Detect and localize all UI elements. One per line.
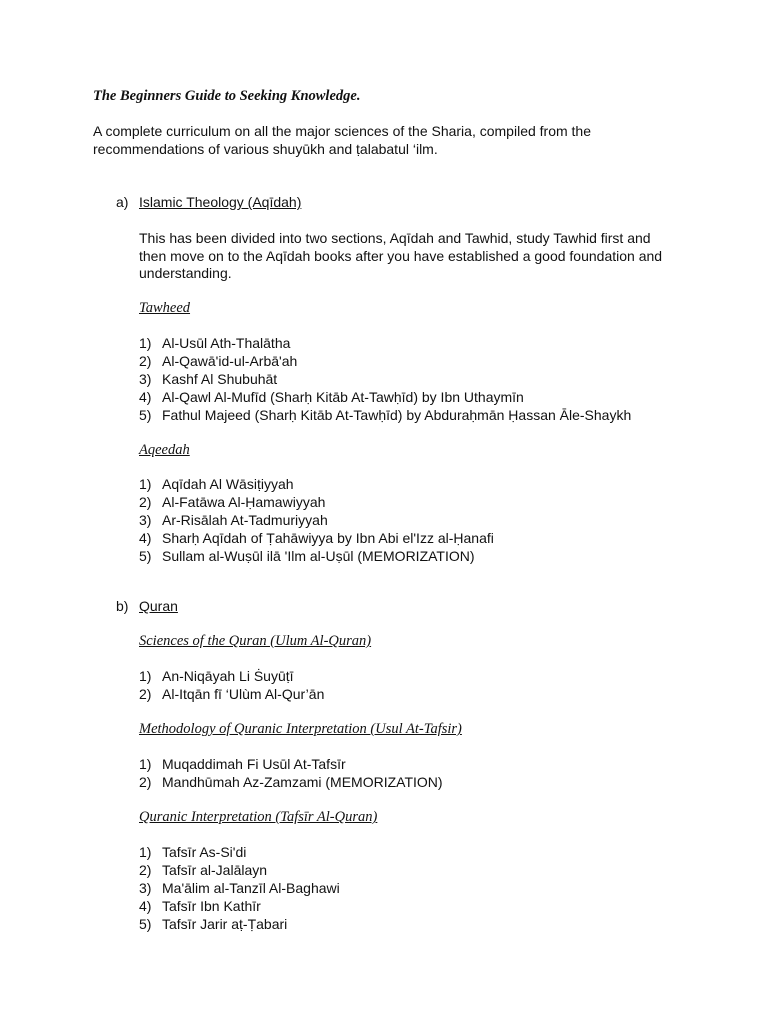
item-number: 3) (139, 371, 152, 387)
item-text: Al-Itqān fī ‘Ulùm Al-Qur’ān (162, 686, 325, 702)
item-text: Al-Qawl Al-Mufīd (Sharḥ Kitāb At-Tawḥīd) by Ibn Uthaymīn (162, 389, 524, 405)
item-number: 4) (139, 898, 152, 914)
item-text: Al-Qawā'id-ul-Arbā'ah (162, 353, 298, 369)
document-title: The Beginners Guide to Seeking Knowledge. (93, 88, 361, 104)
section-letter: b) (116, 598, 129, 614)
subsection-heading-ulum-al-quran: Sciences of the Quran (Ulum Al-Quran) (139, 633, 372, 649)
intro-paragraph: A complete curriculum on all the major sciences of the Sharia, compiled from the recommendations of various shuyūkh and ṭalabatul ‘ilm. (93, 123, 592, 157)
item-number: 5) (139, 548, 152, 564)
item-text: Ar-Risālah At-Tadmuriyyah (162, 512, 328, 528)
item-text: Mandhūmah Az-Zamzami (MEMORIZATION) (162, 774, 443, 790)
item-number: 1) (139, 668, 152, 684)
subsection-heading-aqeedah: Aqeedah (139, 442, 190, 458)
item-text: Tafsīr Jarir aṭ-Ṭabari (162, 916, 288, 932)
item-text: Ma'ālim al-Tanzīl Al-Baghawi (162, 880, 340, 896)
section-heading: Islamic Theology (Aqīdah) (139, 194, 302, 210)
item-text: Al-Fatāwa Al-Ḥamawiyyah (162, 494, 326, 510)
subsection-heading-tawheed: Tawheed (139, 300, 191, 316)
item-number: 2) (139, 862, 152, 878)
item-text: An-Niqāyah Li Ṡuyūṭī (162, 668, 294, 684)
item-text: Aqīdah Al Wāsiṭiyyah (162, 476, 294, 492)
item-number: 2) (139, 774, 152, 790)
subsection-heading-tafsir-al-quran: Quranic Interpretation (Tafsīr Al-Quran) (139, 809, 378, 825)
item-number: 5) (139, 916, 152, 932)
item-text: Tafsīr As-Si'di (162, 844, 247, 860)
item-number: 2) (139, 494, 152, 510)
section-letter: a) (116, 194, 129, 210)
item-number: 2) (139, 353, 152, 369)
item-text: Tafsīr al-Jalālayn (162, 862, 268, 878)
subsection-heading-usul-at-tafsir: Methodology of Quranic Interpretation (Usul At-Tafsir) (139, 721, 462, 737)
item-number: 5) (139, 407, 152, 423)
item-number: 4) (139, 530, 152, 546)
section-heading: Quran (139, 598, 178, 614)
item-number: 3) (139, 512, 152, 528)
item-text: Fathul Majeed (Sharḥ Kitāb At-Tawḥīd) by Abduraḥmān Ḥassan Āle-Shaykh (162, 407, 632, 423)
item-number: 2) (139, 686, 152, 702)
item-text: Muqaddimah Fi Usūl At-Tafsīr (162, 756, 346, 772)
item-number: 1) (139, 756, 152, 772)
item-number: 4) (139, 389, 152, 405)
item-number: 1) (139, 335, 152, 351)
item-text: Kashf Al Shubuhāt (162, 371, 278, 387)
item-text: Sullam al-Wuṣūl ilā 'Ilm al-Uṣūl (MEMORIZATION) (162, 548, 475, 564)
item-text: Tafsīr Ibn Kathīr (162, 898, 261, 914)
item-number: 1) (139, 476, 152, 492)
item-number: 1) (139, 844, 152, 860)
item-number: 3) (139, 880, 152, 896)
item-text: Sharḥ Aqīdah of Ṭahāwiyya by Ibn Abi el'Izz al-Ḥanafi (162, 530, 494, 546)
item-text: Al-Usūl Ath-Thalātha (162, 335, 291, 351)
section-description: This has been divided into two sections, Aqīdah and Tawhid, study Tawhid first and then move on to the Aqīdah books after you have established a good foundation and understanding. (139, 230, 663, 281)
